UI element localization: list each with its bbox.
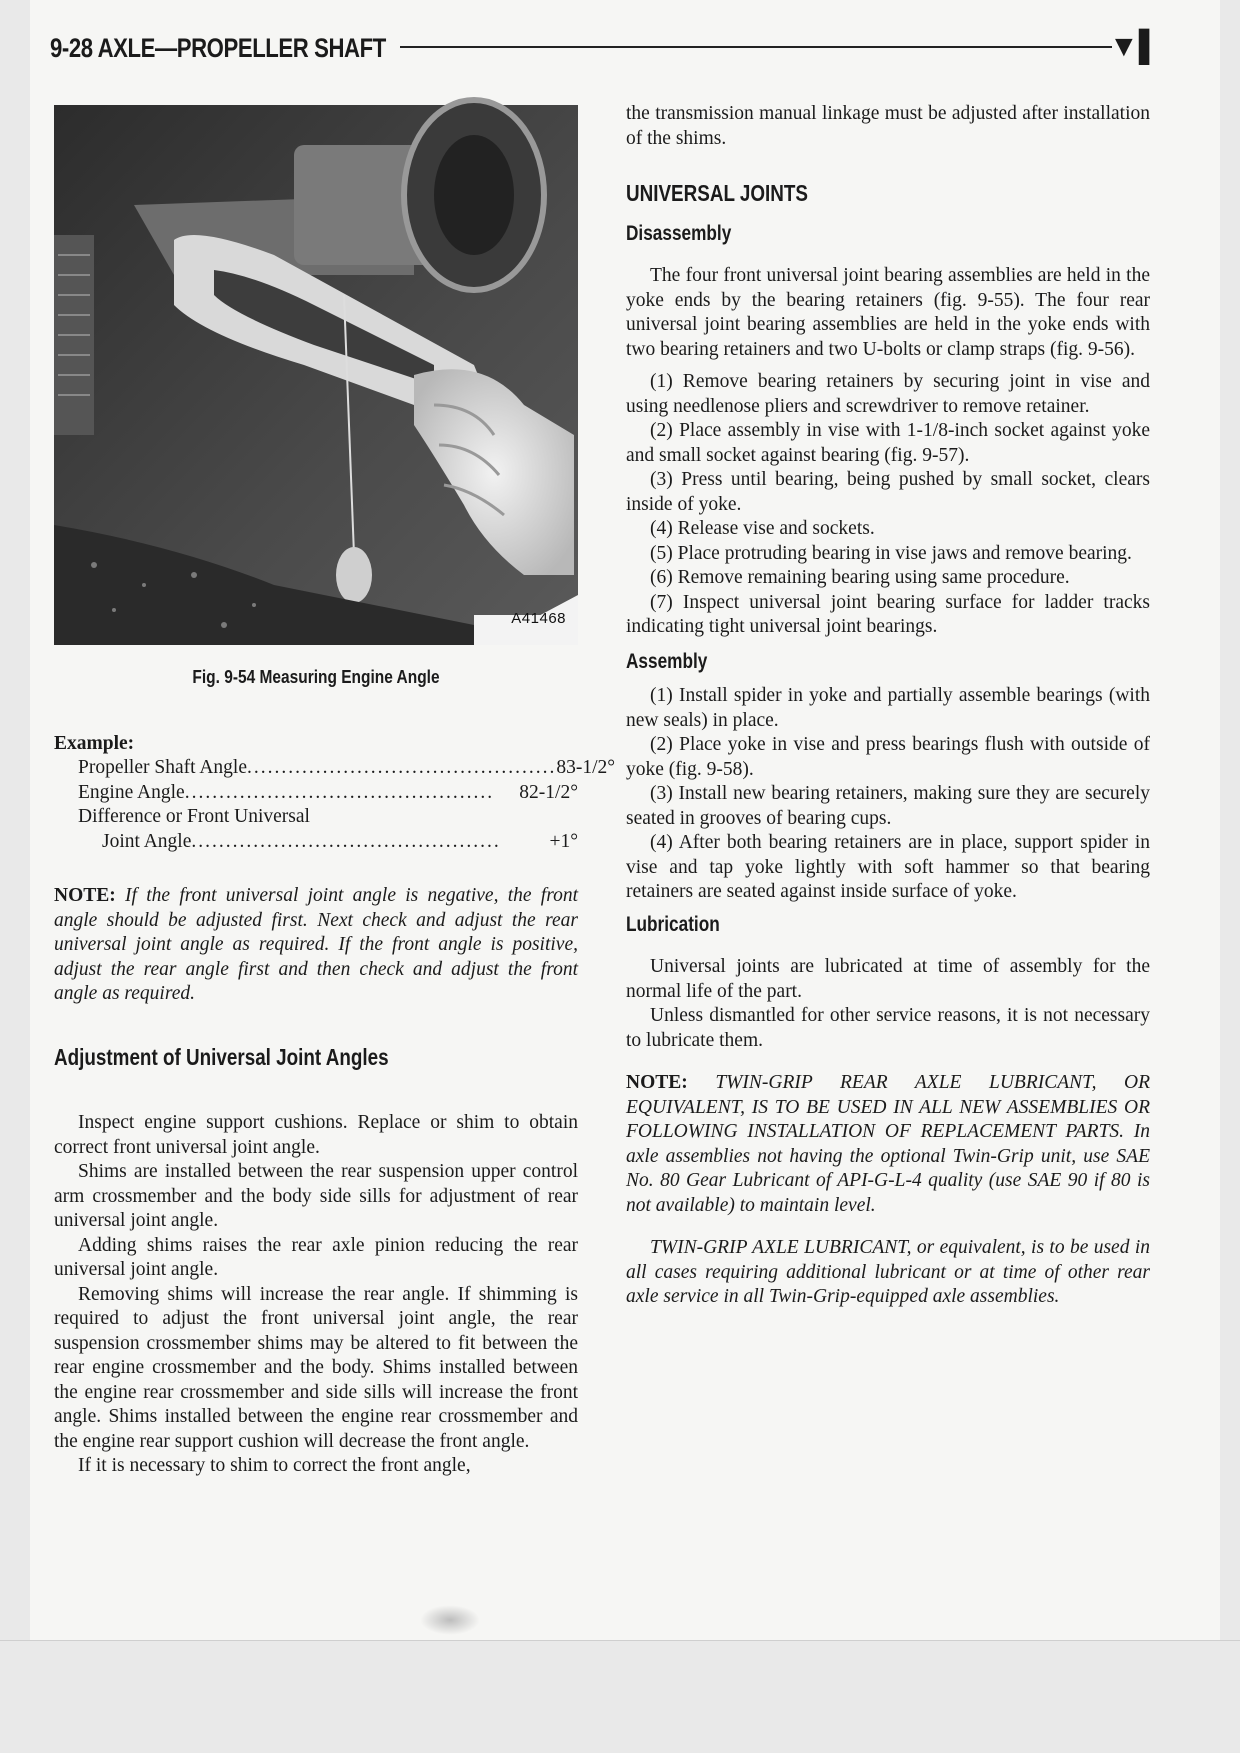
adjustment-paragraph: Adding shims raises the rear axle pinion reducing the rear universal joint angle. bbox=[54, 1234, 578, 1280]
difference-label-line1: Difference or Front Universal bbox=[78, 806, 310, 827]
example-label: Example: bbox=[54, 732, 135, 754]
example-row-value: 82-1/2° bbox=[519, 781, 578, 803]
disassembly-step: (1) Remove bearing retainers by securing joint in vise and using needlenose pliers and screwdriver to remove retainer. bbox=[626, 371, 1150, 417]
engine-angle-photo bbox=[54, 105, 578, 645]
left-column bbox=[54, 105, 616, 1479]
assembly-heading: Assembly bbox=[626, 649, 708, 673]
note-prefix: NOTE: bbox=[626, 1072, 688, 1093]
photo-illustration bbox=[54, 105, 578, 645]
page-header bbox=[50, 28, 1160, 68]
header-rule bbox=[400, 46, 1112, 48]
note-text: TWIN-GRIP REAR AXLE LUBRICANT, OR EQUIVALENT, IS TO BE USED IN ALL NEW ASSEMBLIES OR FOLLOWING INSTALLATION OF REPLACEMENT PARTS. In axle assemblies not having the optional Twin-Grip unit, use SAE No. 80 Gear Lubricant of API-G-L-4 quality (use SAE 90 if 80 is not available) to maintain level. bbox=[626, 1072, 1151, 1216]
example-row-propeller bbox=[54, 756, 616, 781]
lubrication-paragraph: Universal joints are lubricated at time of assembly for the normal life of the part. bbox=[626, 956, 1150, 1002]
disassembly-step: (5) Place protruding bearing in vise jaws and remove bearing. bbox=[650, 542, 1132, 564]
leader-dots: ............................................. bbox=[191, 830, 501, 852]
disassembly-step: (6) Remove remaining bearing using same procedure. bbox=[650, 567, 1070, 588]
difference-label-line2: Joint Angle bbox=[102, 830, 192, 852]
figure-code: A41468 bbox=[511, 609, 566, 627]
assembly-step: (3) Install new bearing retainers, making sure they are securely seated in grooves of bearing cups. bbox=[626, 783, 1150, 829]
disassembly-step: (4) Release vise and sockets. bbox=[650, 518, 875, 539]
disassembly-heading: Disassembly bbox=[626, 221, 732, 245]
disassembly-step: (2) Place assembly in vise with 1-1/8-inch socket against yoke and small socket against bearing (fig. 9-57). bbox=[626, 420, 1150, 466]
twin-grip-paragraph: TWIN-GRIP AXLE LUBRICANT, or equivalent, is to be used in all cases requiring additional lubricant or at time of other rear axle service in all Twin-Grip-equipped axle assemblies. bbox=[626, 1237, 1150, 1307]
angle-note bbox=[54, 884, 578, 1007]
note-text: If the front universal joint angle is negative, the front angle should be adjusted first. Next check and adjust the rear universal joint angle as required. If the front angle is positive, adjust the rear angle first and then check and adjust the front angle as required. bbox=[54, 885, 579, 1004]
disassembly-step: (7) Inspect universal joint bearing surface for ladder tracks indicating tight universal joint bearings. bbox=[626, 591, 1150, 637]
example-row-engine bbox=[54, 781, 578, 806]
disassembly-steps bbox=[626, 370, 1150, 640]
adjustment-paragraph: Removing shims will increase the rear angle. If shimming is required to adjust the front universal joint angle, the rear suspension crossmember shims may be altered to fit between the rear engine crossmember and the body. Shims installed between the engine rear crossmember and side sills will increase the front angle. Shims installed between the engine rear crossmember and the engine rear support cushion will decrease the front angle. bbox=[54, 1283, 578, 1452]
adjustment-body bbox=[54, 1111, 578, 1479]
leader-dots: ............................................. bbox=[246, 757, 557, 778]
disassembly-step: (3) Press until bearing, being pushed by small socket, clears inside of yoke. bbox=[626, 469, 1150, 515]
adjustment-paragraph: Inspect engine support cushions. Replace or shim to obtain correct front universal joint angle. bbox=[54, 1112, 578, 1158]
assembly-step: (4) After both bearing retainers are in place, support spider in vise and tap yoke lightly with soft hammer so that bearing retainers are seated against inside surface of yoke. bbox=[626, 832, 1150, 902]
example-row-label: Propeller Shaft Angle bbox=[78, 757, 247, 778]
leader-dots: ............................................. bbox=[184, 781, 495, 803]
continuation-text: the transmission manual linkage must be adjusted after installation of the shims. bbox=[626, 103, 1150, 149]
example-row-label: Engine Angle bbox=[78, 781, 185, 803]
lubrication-heading: Lubrication bbox=[626, 912, 720, 936]
universal-joints-heading: UNIVERSAL JOINTS bbox=[626, 180, 809, 206]
assembly-step: (1) Install spider in yoke and partially assemble bearings (with new seals) in place. bbox=[626, 685, 1150, 731]
adjustment-heading: Adjustment of Universal Joint Angles bbox=[54, 1043, 389, 1070]
assembly-steps bbox=[626, 684, 1150, 905]
right-column bbox=[626, 102, 1150, 1310]
page-smudge bbox=[420, 1605, 480, 1635]
lubrication-paragraph: Unless dismantled for other service reasons, it is not necessary to lubricate them. bbox=[626, 1005, 1150, 1051]
adjustment-paragraph: Shims are installed between the rear suspension upper control arm crossmember and the body side sills for adjustment of rear universal joint angle. bbox=[54, 1161, 578, 1231]
lubrication-body bbox=[626, 955, 1150, 1053]
assembly-step: (2) Place yoke in vise and press bearings flush with outside of yoke (fig. 9-58). bbox=[626, 734, 1150, 780]
example-difference-line2 bbox=[54, 830, 578, 855]
lubricant-note bbox=[626, 1071, 1150, 1218]
page-bottom-edge bbox=[0, 1640, 1240, 1641]
chapter-mark: ▼▌ bbox=[1109, 30, 1160, 63]
disassembly-intro: The four front universal joint bearing assemblies are held in the yoke ends by the bearing retainers (fig. 9-55). The four rear universal joint bearing assemblies are held in the yoke ends with two bearing retainers and two U-bolts or clamp straps (fig. 9-56). bbox=[626, 265, 1150, 360]
example-difference-line1 bbox=[54, 805, 578, 830]
note-prefix: NOTE: bbox=[54, 885, 116, 906]
difference-value: +1° bbox=[549, 830, 578, 852]
example-row-value: 83-1/2° bbox=[556, 757, 616, 778]
adjustment-paragraph: If it is necessary to shim to correct the front angle, bbox=[78, 1455, 471, 1476]
page-title: 9-28 AXLE—PROPELLER SHAFT bbox=[50, 32, 386, 63]
figure-caption: Fig. 9-54 Measuring Engine Angle bbox=[192, 667, 440, 687]
